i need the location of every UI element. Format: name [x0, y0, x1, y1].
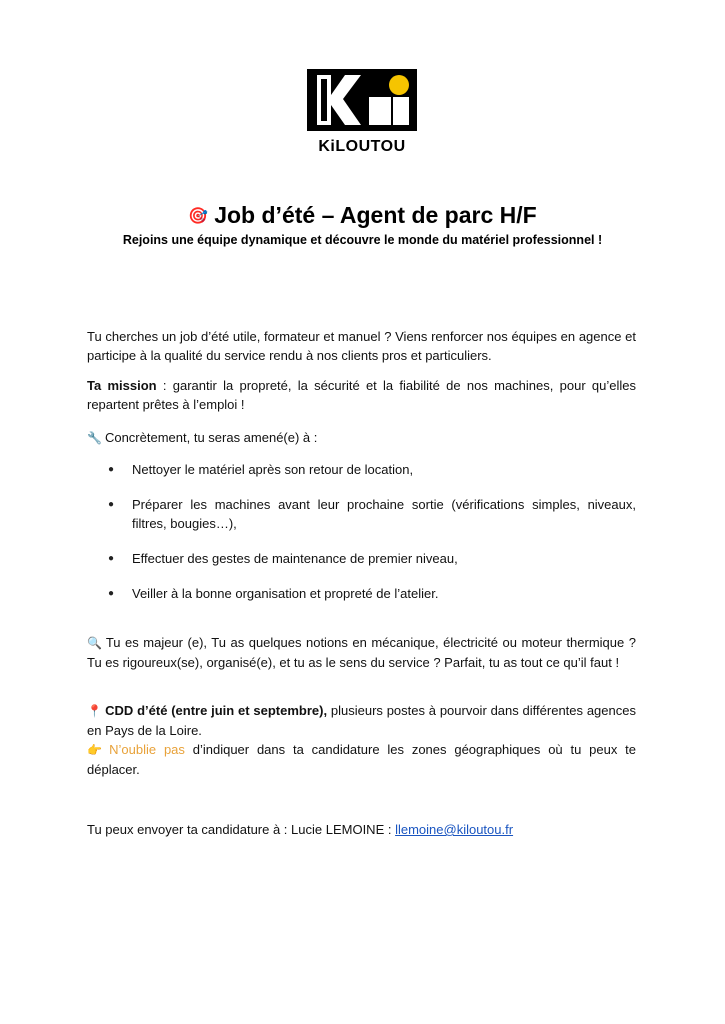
- page-subtitle: Rejoins une équipe dynamique et découvre le monde du matériel professionnel !: [122, 233, 603, 247]
- profile-text: Tu es majeur (e), Tu as quelques notions en mécanique, électricité ou moteur thermique ? Tu es rigoureux(se), organisé(e), et tu as le sens du service ? Parfait, tu as tout ce qu’il faut !: [87, 635, 636, 670]
- list-item: ● Nettoyer le matériel après son retour de location,: [108, 460, 636, 479]
- list-item: ● Préparer les machines avant leur prochaine sortie (vérifications simples, niveaux, filtres, bougies…),: [108, 495, 636, 533]
- contact-email-link[interactable]: llemoine@kiloutou.fr: [395, 822, 514, 837]
- pointing-hand-icon: 👉: [87, 743, 107, 757]
- intro-paragraph: Tu cherches un job d’été utile, formateur et manuel ? Viens renforcer nos équipes en agence et participe à la qualité du service rendu à nos clients pros et particuliers.: [87, 329, 636, 363]
- target-icon: 🎯: [188, 208, 209, 225]
- svg-text:KiLOUTOU: KiLOUTOU: [318, 138, 406, 155]
- title-text: Job d’été – Agent de parc H/F: [214, 202, 537, 228]
- note-highlight: N’oublie pas: [109, 742, 185, 757]
- magnifier-icon: 🔍: [87, 636, 103, 650]
- note-text: d’indiquer dans ta candidature les zones géographiques où tu peux te déplacer.: [87, 742, 636, 777]
- kiloutou-logo: [307, 69, 417, 155]
- contract-bold: CDD d’été (entre juin et septembre),: [105, 703, 328, 718]
- mission-text: : garantir la propreté, la sécurité et la fiabilité de nos machines, pour qu’elles repartent prêtes à l’emploi !: [87, 378, 636, 412]
- contract-text: plusieurs postes à pourvoir dans différentes agences en Pays de la Loire.: [87, 703, 636, 738]
- mission-label: Ta mission: [87, 378, 157, 393]
- wrench-icon: 🔧: [87, 431, 102, 445]
- list-item: ● Veiller à la bonne organisation et propreté de l’atelier.: [108, 584, 636, 603]
- pin-icon: 📍: [87, 704, 103, 718]
- tasks-heading: [87, 428, 636, 448]
- profile-paragraph: [87, 633, 636, 672]
- contact-line: [87, 820, 636, 839]
- tasks-heading-text: Concrètement, tu seras amené(e) à :: [104, 430, 318, 445]
- list-item: ● Effectuer des gestes de maintenance de premier niveau,: [108, 549, 636, 568]
- contact-text: Tu peux envoyer ta candidature à : Lucie LEMOINE :: [87, 822, 396, 837]
- contract-paragraph: [87, 701, 636, 779]
- page-title: [0, 200, 725, 232]
- mission-paragraph: [87, 376, 636, 414]
